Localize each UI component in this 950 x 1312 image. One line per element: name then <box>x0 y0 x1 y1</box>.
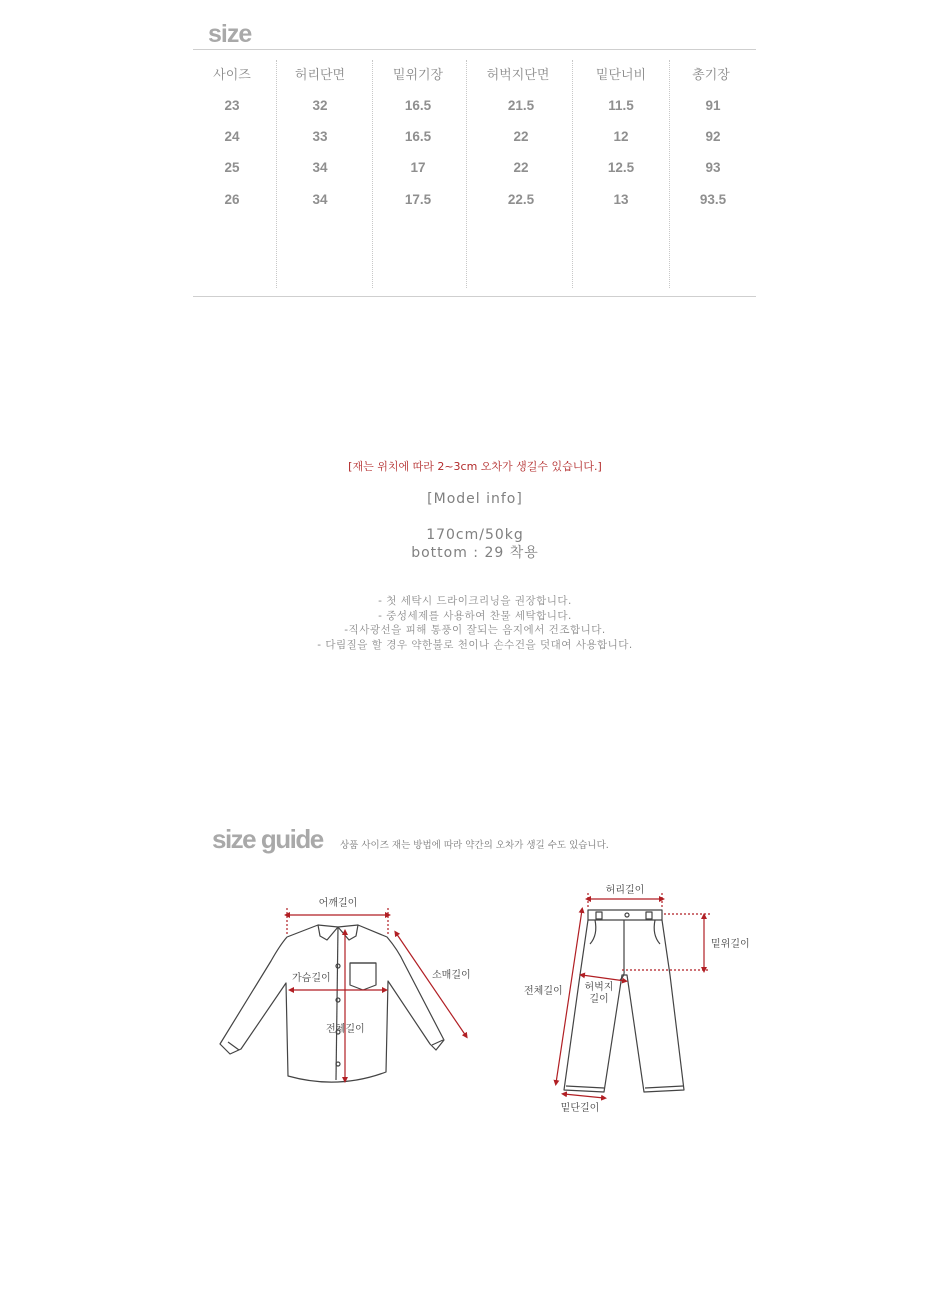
table-cell: 32 <box>312 98 328 113</box>
size-guide-diagram <box>0 860 950 1140</box>
table-cell: 24 <box>224 129 240 144</box>
care-instructions <box>0 594 950 652</box>
header-rise: 밑위기장 <box>392 68 444 83</box>
hem-label: 밑단길이 <box>560 1103 600 1114</box>
table-cell: 17.5 <box>404 192 432 207</box>
column-divider <box>276 60 277 288</box>
table-cell: 21.5 <box>507 98 535 113</box>
table-cell: 91 <box>705 98 721 113</box>
table-cell: 17 <box>410 160 426 175</box>
size-bottom-divider <box>193 296 756 297</box>
thigh-label: 허벅지 <box>584 982 614 993</box>
table-cell: 33 <box>312 129 328 144</box>
pants-length-label: 전체길이 <box>524 986 563 997</box>
shirt-length-label: 전체길이 <box>326 1024 365 1035</box>
table-cell: 22.5 <box>507 192 535 207</box>
sleeve-label: 소매길이 <box>432 970 471 981</box>
size-guide-title: size guide <box>212 824 323 854</box>
header-waist: 허리단면 <box>294 68 346 83</box>
care-line: -직사광선을 피해 통풍이 잘되는 음지에서 건조합니다. <box>344 624 606 636</box>
size-guide-note: 상품 사이즈 재는 방법에 따라 약간의 오차가 생길 수도 있습니다. <box>340 840 609 851</box>
header-length: 총기장 <box>692 68 730 83</box>
column-divider <box>572 60 573 288</box>
table-cell: 34 <box>312 192 328 207</box>
model-fit: bottom : 29 착용 <box>411 545 539 561</box>
size-top-divider <box>193 49 756 50</box>
shoulder-label: 어깨길이 <box>318 898 358 909</box>
rise-label: 밑위길이 <box>711 939 750 950</box>
table-cell: 16.5 <box>404 98 432 113</box>
care-line: - 중성세제를 사용하여 찬물 세탁합니다. <box>378 609 572 622</box>
table-cell: 22 <box>513 129 529 144</box>
header-thigh: 허벅지단면 <box>486 68 550 83</box>
column-divider <box>669 60 670 288</box>
pants-illustration <box>564 910 684 1092</box>
waist-label: 허리길이 <box>605 885 645 896</box>
size-title: size <box>208 20 252 48</box>
table-cell: 23 <box>224 98 240 113</box>
model-info <box>0 526 950 562</box>
shirt-illustration <box>220 925 444 1082</box>
model-measurements: 170cm/50kg <box>426 527 524 543</box>
table-cell: 26 <box>224 192 240 207</box>
column-divider <box>372 60 373 288</box>
table-cell: 93.5 <box>699 192 727 207</box>
table-cell: 22 <box>513 160 529 175</box>
table-cell: 12 <box>613 129 629 144</box>
table-cell: 12.5 <box>607 160 635 175</box>
care-line: - 첫 세탁시 드라이크리닝을 권장합니다. <box>378 595 572 607</box>
model-info-title: [Model info] <box>427 491 523 507</box>
measurement-notice: [재는 위치에 따라 2~3cm 오차가 생길수 있습니다.] <box>348 460 602 473</box>
pants-measure-lines <box>556 893 710 1098</box>
header-size: 사이즈 <box>213 68 251 83</box>
table-cell: 25 <box>224 160 240 175</box>
table-cell: 13 <box>613 192 629 207</box>
care-line: - 다림질을 할 경우 약한불로 천이나 손수건을 덧대여 사용합니다. <box>317 638 633 651</box>
chest-label: 가슴길이 <box>292 973 331 984</box>
header-hem: 밑단너비 <box>595 68 647 83</box>
table-cell: 11.5 <box>608 98 634 113</box>
table-cell: 34 <box>312 160 328 175</box>
table-cell: 16.5 <box>404 129 432 144</box>
table-cell: 92 <box>705 129 721 144</box>
shirt-measure-lines <box>287 908 466 1080</box>
column-divider <box>466 60 467 288</box>
table-cell: 93 <box>705 160 721 175</box>
thigh-label-2: 길이 <box>589 994 609 1005</box>
